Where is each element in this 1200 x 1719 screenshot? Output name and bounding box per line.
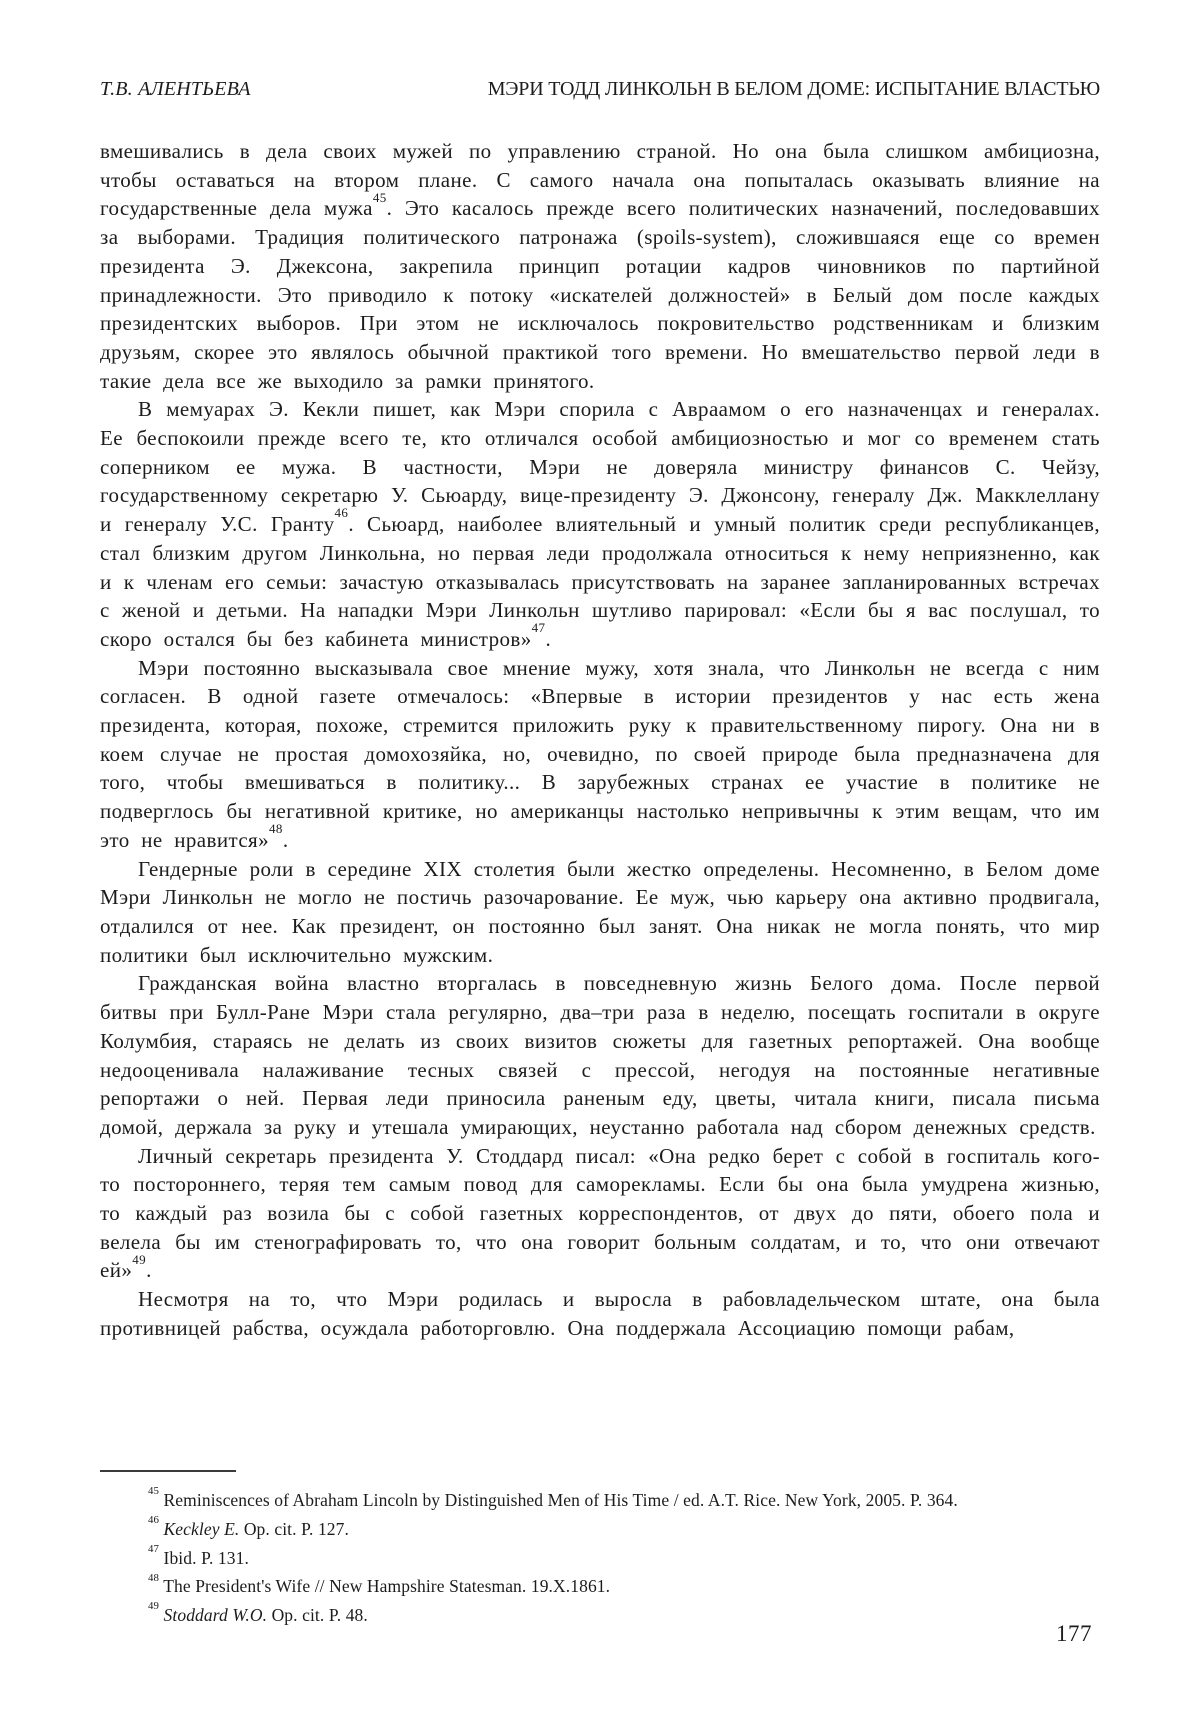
- paragraph: Гражданская война властно вторгалась в повседневную жизнь Белого дома. После первой битвы при Булл-Ране Мэри стала регулярно, два–три раза в неделю, посещать госпитали в округе Колумбия, стараясь не делать из своих визитов сюжеты для газетных репортажей. Она вообще недооценивала налаживание тесных связей с прессой, негодуя на постоянные негативные репортажи о ней. Первая леди приносила раненым еду, цветы, читала книги, писала письма домой, держала за руку и утешала умирающих, неустанно работала над сбором денежных средств.: [100, 971, 1100, 1139]
- header-author: Т.В. АЛЕНТЬЕВА: [100, 78, 251, 100]
- footnote: $^{49}$ Stoddard W.O. Op. cit. P. 48.: [148, 1601, 368, 1626]
- footnote-marker: 49: [132, 1251, 147, 1267]
- footnote: $^{45}$ Reminiscences of Abraham Lincoln by Distinguished Men of His Time / ed. A.T. Rice. New York, 2005. P. 364.: [148, 1486, 958, 1510]
- footnote-number: 47: [148, 1543, 160, 1555]
- page-number: 177: [1056, 1621, 1092, 1646]
- paragraph: Мэри постоянно высказывала свое мнение мужу, хотя знала, что Линкольн не всегда с ним согласен. В одной газете отмечалось: «Впервые в истории президентов у нас есть жена президента, которая, похоже, стремится приложить руку к правительственному пирогу. Она ни в коем случае не простая домохозяйка, но, очевидно, по своей природе была предназначена для того, чтобы вмешиваться в политику... В зарубежных странах ее участие в политике не подверглось бы негативной критике, но американцы настолько непривычны к этим вещам, что им это не нравится»$^{48}$.: [100, 655, 1100, 852]
- article-body: [100, 137, 1100, 1467]
- footnote-separator-rule: [100, 1470, 236, 1472]
- footnote-author: Keckley E.: [163, 1518, 240, 1539]
- footnote-marker: 45: [372, 189, 387, 205]
- running-header: [100, 78, 1100, 101]
- footnote: $^{48}$ The President's Wife // New Hampshire Statesman. 19.X.1861.: [148, 1572, 611, 1597]
- paragraph: Личный секретарь президента У. Стоддард писал: «Она редко берет с собой в госпиталь кого-то постороннего, теряя тем самым повод для саморекламы. Если бы она была умудрена жизнью, то каждый раз возила бы с собой газетных корреспондентов, от двух до пяти, обоего пола и велела бы им стенографировать то, что она говорит больным солдатам, и то, что они отвечают ей»$^{49}$.: [100, 1143, 1100, 1283]
- paragraph: вмешивались в дела своих мужей по управлению страной. Но она была слишком амбициозна, чтобы оставаться на втором плане. С самого начала она попыталась оказывать влияние на государственные дела мужа$^{45}$. Это касалось прежде всего политических назначений, последовавших за выборами. Традиция политического патронажа (spoils-system), сложившаяся еще со времен президента Э. Джексона, закрепила принцип ротации кадров чиновников по партийной принадлежности. Это приводило к потоку «искателей должностей» в Белый дом после каждых президентских выборов. При этом не исключалось покровительство родственникам и близким друзьям, скорее это являлось обычной практикой того времени. Но вмешательство первой леди в такие дела все же выходило за рамки принятого.: [100, 139, 1100, 393]
- footnote-marker: 47: [531, 620, 546, 636]
- paragraph: Гендерные роли в середине XIX столетия были жестко определены. Несомненно, в Белом доме Мэри Линкольн не могло не постичь разочарование. Ее муж, чью карьеру она активно продвигала, отдалился от нее. Как президент, он постоянно был занят. Она никак не могла понять, что мир политики был исключительно мужским.: [100, 856, 1100, 967]
- header-article-title: МЭРИ ТОДД ЛИНКОЛЬН В БЕЛОМ ДОМЕ: ИСПЫТАНИЕ ВЛАСТЬЮ: [487, 78, 1100, 100]
- footnote-marker: 46: [334, 505, 349, 521]
- footnotes-list: [100, 1486, 1100, 1630]
- paragraph: В мемуарах Э. Кекли пишет, как Мэри спорила с Авраамом о его назначенцах и генералах. Ее беспокоили прежде всего те, кто отличался особой амбициозностью и мог со временем стать соперником ее мужа. В частности, Мэри не доверяла министру финансов С. Чейзу, государственному секретарю У. Сьюарду, вице-президенту Э. Джонсону, генералу Дж. Макклеллану и генералу У.С. Гранту$^{46}$. Сьюард, наиболее влиятельный и умный политик среди республиканцев, стал близким другом Линкольна, но первая леди продолжала относиться к нему неприязненно, как и к членам его семьи: зачастую отказывалась присутствовать на заранее запланированных встречах с женой и детьми. На нападки Мэри Линкольн шутливо парировал: «Если бы я вас послушал, то скоро остался бы без кабинета министров»$^{47}$.: [100, 397, 1100, 651]
- paragraph: Несмотря на то, что Мэри родилась и выросла в рабовладельческом штате, она была противницей рабства, осуждала работорговлю. Она поддержала Ассоциацию помощи рабам,: [100, 1287, 1100, 1340]
- footnote-number: 46: [148, 1514, 160, 1527]
- footnote-number: 45: [148, 1486, 160, 1498]
- footnote: $^{46}$ Keckley E. Op. cit. P. 127.: [148, 1514, 349, 1539]
- footnote: $^{47}$ Ibid. P. 131.: [148, 1543, 249, 1568]
- footnote-number: 48: [148, 1572, 160, 1584]
- footnote-number: 49: [148, 1601, 160, 1613]
- footnote-author: Stoddard W.O.: [163, 1605, 268, 1626]
- footnote-marker: 48: [269, 821, 283, 837]
